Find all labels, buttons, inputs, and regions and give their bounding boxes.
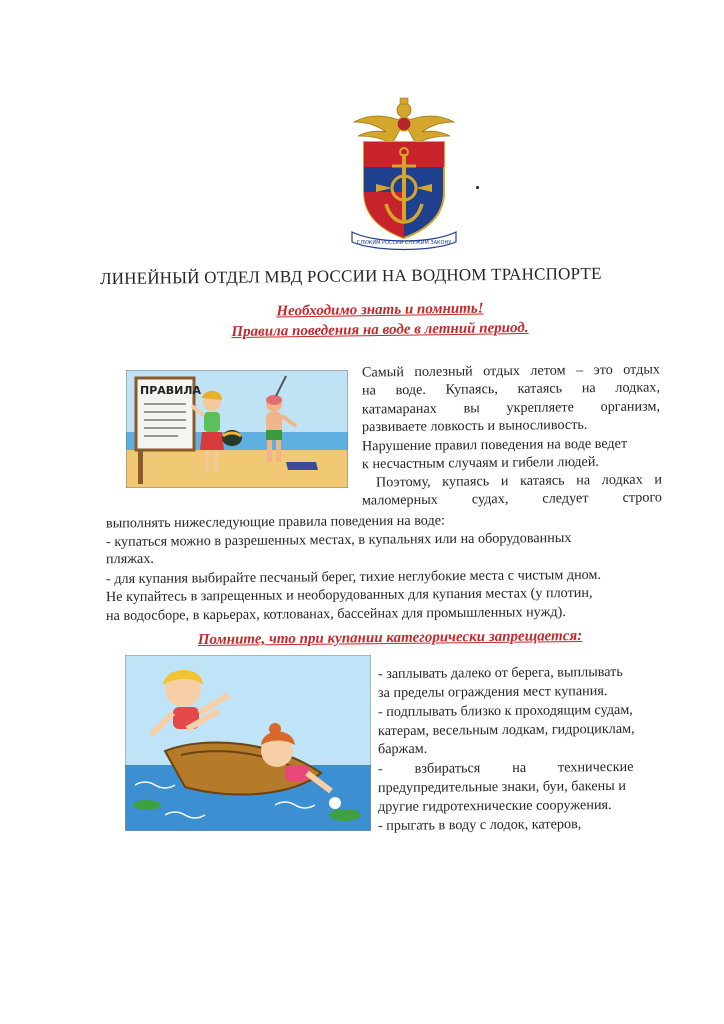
intro-line: катамаранах вы укрепляете организм,: [361, 398, 661, 418]
rules-line: - купаться можно в разрешенных местах, в купальнях или на оборудованных: [105, 529, 572, 551]
scan-dot: [476, 186, 479, 189]
intro-line: развиваете ловкость и выносливость.: [361, 416, 588, 436]
emblem-motto: СЛУЖИМ РОССИИ СЛУЖИМ ЗАКОНУ: [356, 240, 452, 246]
intro-line: Самый полезный отдых летом – это отдых: [361, 361, 661, 381]
page-heading: ЛИНЕЙНЫЙ ОТДЕЛ МВД РОССИИ НА ВОДНОМ ТРАНСПОРТЕ: [99, 263, 602, 289]
rules-line: Не купайтесь в запрещенных и необорудованных для купания местах (у плотин,: [105, 584, 593, 606]
rules-line: - для купания выбирайте песчаный берег, тихие неглубокие места с чистым дном.: [105, 566, 602, 588]
forbidden-line: предупредительные знаки, буи, бакены и: [377, 777, 626, 797]
intro-line: маломерных судах, следует строго: [361, 489, 663, 509]
intro-line: Поэтому, купаясь и катаясь на лодках и: [375, 471, 663, 491]
forbidden-line: - прыгать в воду с лодок, катеров,: [377, 816, 582, 834]
boat-illustration: [125, 655, 371, 831]
subtitle-rules: Правила поведения на воде в летний период.: [231, 319, 529, 341]
forbidden-line: - взбираться на технические: [377, 758, 634, 778]
rules-line: пляжах.: [105, 550, 155, 568]
rules-line: выполнять нижеследующие правила поведения на воде:: [105, 512, 445, 532]
forbidden-line: - подплывать близко к проходящим судам,: [377, 701, 633, 721]
subtitle-remember: Необходимо знать и помнить!: [276, 300, 484, 320]
forbidden-line: баржам.: [377, 740, 428, 758]
subtitle-forbidden: Помните, что при купании категорически запрещается:: [197, 627, 583, 649]
intro-line: к несчастным случаям и гибели людей.: [361, 453, 600, 473]
rules-sign-illustration: [126, 370, 348, 488]
intro-line: Нарушение правил поведения на воде ведет: [361, 435, 628, 455]
intro-line: на воде. Купаясь, катаясь на лодках,: [361, 379, 661, 399]
forbidden-line: за пределы ограждения мест купания.: [377, 682, 608, 702]
forbidden-line: катерам, весельным лодкам, гидроциклам,: [377, 720, 635, 740]
rules-line: на водосборе, в карьерах, котлованах, бассейнах для промышленных нужд).: [105, 603, 566, 625]
forbidden-line: - заплывать далеко от берега, выплывать: [377, 663, 623, 683]
forbidden-line: другие гидротехнические сооружения.: [377, 796, 612, 816]
sign-text: ПРАВИЛА: [140, 384, 202, 397]
mvd-emblem: [346, 92, 462, 252]
emblem-graphic: [346, 92, 462, 252]
